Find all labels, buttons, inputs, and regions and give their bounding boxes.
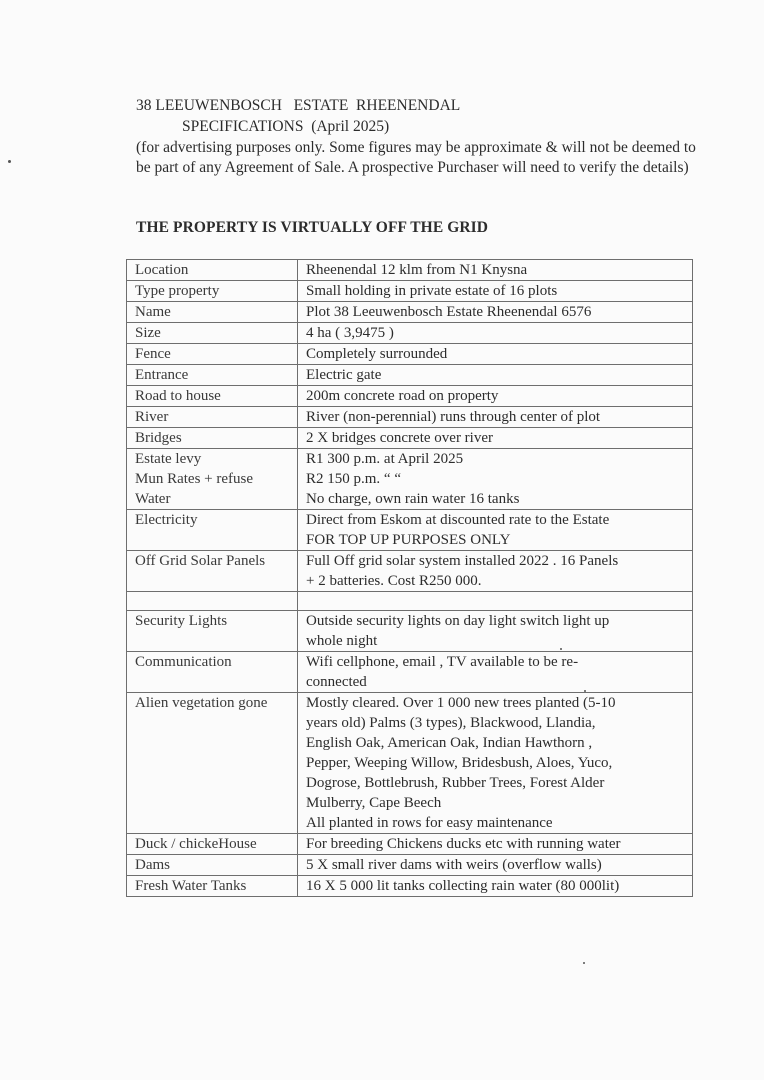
spec-row	[127, 386, 693, 407]
spec-value-line: Outside security lights on day light switch light up	[306, 613, 610, 629]
spec-label-line: Name	[135, 304, 171, 320]
spec-row	[127, 876, 693, 897]
spec-label	[127, 510, 298, 551]
spec-label-line: Fresh Water Tanks	[135, 878, 247, 894]
spec-value-line: Rheenendal 12 klm from N1 Knysna	[306, 262, 528, 278]
spec-label-line: Entrance	[135, 367, 189, 383]
spec-value	[298, 386, 693, 407]
specifications-table	[126, 259, 693, 897]
spec-label-line: Location	[135, 262, 189, 278]
spec-value-line: Full Off grid solar system installed 2022 . 16 Panels	[306, 553, 619, 569]
spec-label	[127, 449, 298, 510]
spec-row	[127, 428, 693, 449]
spec-label	[127, 876, 298, 897]
disclaimer-text: (for advertising purposes only. Some figures may be approximate & will not be deemed to be part of any Agreement of Sale. A prospective Purchaser will need to verify the details)	[136, 139, 696, 176]
spec-row	[127, 693, 693, 834]
spec-row	[127, 611, 693, 652]
specifications-table-body	[127, 260, 693, 897]
spec-label	[127, 260, 298, 281]
spec-label-line: Communication	[135, 654, 232, 670]
spec-value-line: 16 X 5 000 lit tanks collecting rain water (80 000lit)	[306, 878, 620, 894]
spec-value-line: Mulberry, Cape Beech	[306, 795, 442, 811]
spec-value	[298, 449, 693, 510]
spec-value-line: 2 X bridges concrete over river	[306, 430, 494, 446]
spec-value	[298, 281, 693, 302]
spec-value-line: 5 X small river dams with weirs (overflow walls)	[306, 857, 602, 873]
spec-value-line: For breeding Chickens ducks etc with running water	[306, 836, 621, 852]
spec-label-line: River	[135, 409, 169, 425]
scan-speck	[8, 160, 11, 163]
spec-value	[298, 652, 693, 693]
spec-value	[298, 510, 693, 551]
spec-value	[298, 344, 693, 365]
spec-label	[127, 834, 298, 855]
spec-label-line: Water	[135, 491, 171, 507]
document-subtitle: SPECIFICATIONS (April 2025)	[182, 118, 390, 135]
spec-value-line: R1 300 p.m. at April 2025	[306, 451, 464, 467]
spec-row	[127, 302, 693, 323]
spec-value-line: 4 ha ( 3,9475 )	[306, 325, 394, 341]
spec-value	[298, 428, 693, 449]
spec-value-line: Electric gate	[306, 367, 382, 383]
spec-label-line: Dams	[135, 857, 170, 873]
spec-row	[127, 344, 693, 365]
spec-row	[127, 449, 693, 510]
spec-row	[127, 592, 693, 611]
spec-label-line: Size	[135, 325, 161, 341]
spec-row	[127, 281, 693, 302]
spec-row	[127, 834, 693, 855]
spec-value	[298, 693, 693, 834]
spec-value-line: years old) Palms (3 types), Blackwood, Llandia,	[306, 715, 596, 731]
spec-label	[127, 652, 298, 693]
spec-label	[127, 302, 298, 323]
spec-label	[127, 323, 298, 344]
spec-row	[127, 323, 693, 344]
spec-row	[127, 407, 693, 428]
spec-value-line: English Oak, American Oak, Indian Hawthorn ,	[306, 735, 593, 751]
spec-label	[127, 428, 298, 449]
spec-row	[127, 365, 693, 386]
spec-label-line: Mun Rates + refuse	[135, 471, 254, 487]
spec-value-line: 200m concrete road on property	[306, 388, 499, 404]
spec-value	[298, 551, 693, 592]
spec-label	[127, 407, 298, 428]
document-title: 38 LEEUWENBOSCH ESTATE RHEENENDAL	[136, 97, 461, 114]
spec-label	[127, 386, 298, 407]
scan-speck	[560, 648, 562, 650]
spec-value-line: No charge, own rain water 16 tanks	[306, 491, 520, 507]
spec-value-line: Pepper, Weeping Willow, Bridesbush, Aloes, Yuco,	[306, 755, 613, 771]
spec-value	[298, 302, 693, 323]
spec-value-line: Dogrose, Bottlebrush, Rubber Trees, Forest Alder	[306, 775, 605, 791]
spec-value-line: Plot 38 Leeuwenbosch Estate Rheenendal 6576	[306, 304, 592, 320]
spec-value	[298, 834, 693, 855]
spec-value	[298, 611, 693, 652]
spec-value-line: Small holding in private estate of 16 plots	[306, 283, 558, 299]
spec-label	[127, 592, 298, 611]
spec-row	[127, 510, 693, 551]
spec-value-line: + 2 batteries. Cost R250 000.	[306, 573, 482, 589]
spec-value-line: All planted in rows for easy maintenance	[306, 815, 553, 831]
spec-value-line: River (non-perennial) runs through center of plot	[306, 409, 601, 425]
spec-value	[298, 855, 693, 876]
spec-value-line: connected	[306, 674, 367, 690]
off-grid-banner: THE PROPERTY IS VIRTUALLY OFF THE GRID	[136, 219, 489, 236]
scan-speck	[584, 690, 586, 692]
spec-label	[127, 693, 298, 834]
spec-label-line: Security Lights	[135, 613, 228, 629]
spec-label-line: Bridges	[135, 430, 182, 446]
spec-value-line: FOR TOP UP PURPOSES ONLY	[306, 532, 511, 548]
spec-value-line: Wifi cellphone, email , TV available to be re-	[306, 654, 579, 670]
spec-row	[127, 260, 693, 281]
spec-value-line: whole night	[306, 633, 378, 649]
spec-label-line: Road to house	[135, 388, 221, 404]
spec-label-line: Fence	[135, 346, 171, 362]
spec-label-line: Estate levy	[135, 451, 202, 467]
spec-row	[127, 652, 693, 693]
spec-label	[127, 611, 298, 652]
spec-row	[127, 551, 693, 592]
spec-value	[298, 365, 693, 386]
spec-value	[298, 592, 693, 611]
spec-value	[298, 260, 693, 281]
spec-label-line: Type property	[135, 283, 220, 299]
spec-label	[127, 551, 298, 592]
spec-value-line: Mostly cleared. Over 1 000 new trees planted (5-10	[306, 695, 616, 711]
scan-speck	[583, 962, 585, 964]
spec-label	[127, 344, 298, 365]
spec-label-line: Electricity	[135, 512, 198, 528]
spec-label-line: Alien vegetation gone	[135, 695, 268, 711]
spec-value-line: R2 150 p.m. “ “	[306, 471, 401, 487]
spec-value-line: Completely surrounded	[306, 346, 448, 362]
spec-label-line: Off Grid Solar Panels	[135, 553, 266, 569]
spec-row	[127, 855, 693, 876]
spec-label-line: Duck / chickeHouse	[135, 836, 257, 852]
spec-label	[127, 855, 298, 876]
spec-label	[127, 365, 298, 386]
spec-value	[298, 323, 693, 344]
spec-value	[298, 876, 693, 897]
spec-value	[298, 407, 693, 428]
spec-label	[127, 281, 298, 302]
spec-value-line: Direct from Eskom at discounted rate to the Estate	[306, 512, 610, 528]
